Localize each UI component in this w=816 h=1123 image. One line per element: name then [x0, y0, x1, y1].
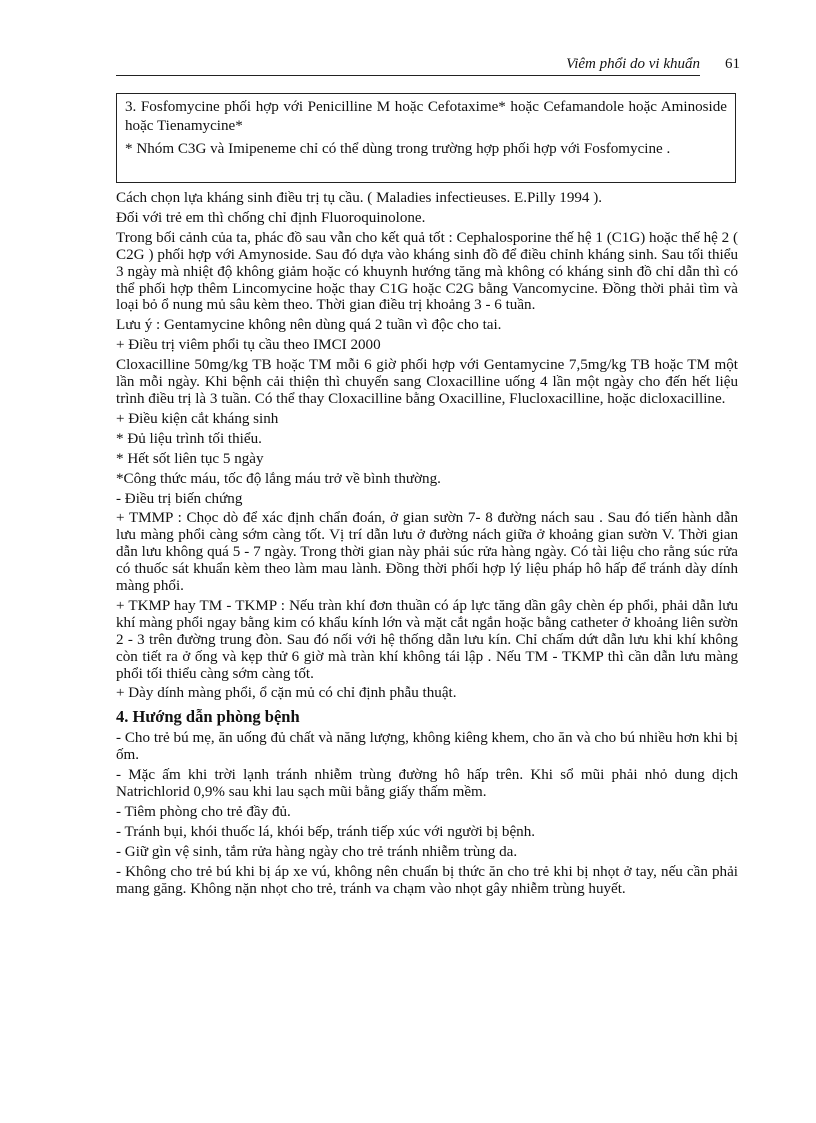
paragraph: + TKMP hay TM - TKMP : Nếu tràn khí đơn thuần có áp lực tăng dần gây chèn ép phổi, phải dẫn lưu khí màng phổi ngay bằng kim có khẩu kính lớn và mặt cắt ngắn hoặc bằng catheter ở khoảng liên sườn 2 - 3 trên đường trung đòn. Sau đó nối với hệ thống dẫn lưu kín. Chỉ chấm dứt dẫn lưu khi khí không còn tiết ra ở ống và kẹp thử 6 giờ mà tràn khí không tái lập . Nếu TM - TKMP thì cần dẫn lưu màng phổi tối thiểu càng sớm càng tốt. — [116, 597, 738, 682]
paragraph: *Công thức máu, tốc độ lắng máu trở về bình thường. — [116, 470, 441, 487]
paragraph: * Hết sốt liên tục 5 ngày — [116, 450, 264, 467]
box-line: 3. Fosfomycine phối hợp với Penicilline M hoặc Cefotaxime* hoặc Cefamandole hoặc Aminoside hoặc Tienamycine* — [125, 99, 727, 134]
prevention-item: - Tránh bụi, khói thuốc lá, khói bếp, tránh tiếp xúc với người bị bệnh. — [116, 823, 536, 840]
antibiotic-note-box — [116, 93, 736, 183]
paragraph: + Điều kiện cắt kháng sinh — [116, 410, 279, 427]
prevention-item: - Cho trẻ bú mẹ, ăn uống đủ chất và năng lượng, không kiêng khem, cho ăn và cho bú nhiều hơn khi bị ốm. — [116, 730, 738, 764]
paragraph: - Điều trị biến chứng — [116, 490, 243, 507]
paragraph: Cách chọn lựa kháng sinh điều trị tụ cầu. ( Maladies infectieuses. E.Pilly 1994 ). — [116, 190, 603, 206]
page-number: 61 — [725, 56, 740, 72]
paragraph: Trong bối cảnh của ta, phác đồ sau vẫn cho kết quả tốt : Cephalosporine thế hệ 1 (C1G) hoặc thế hệ 2 ( C2G ) phối hợp với Amynoside. Sau đó dựa vào kháng sinh đồ để điều chỉnh kháng sinh. Sau tối thiểu 3 ngày mà nhiệt độ không giảm hoặc có khuynh hướng tăng mà không có kháng sinh đồ chỉ dẫn thì có thể phối hợp thêm Lincomycine hoặc thay C1G hoặc C2G bằng Vancomycine. Đồng thời phải tìm và loại bỏ ổ nung mủ sâu kèm theo. Thời gian điều trị khoảng 3 - 6 tuần. — [116, 229, 738, 314]
paragraph: + Dày dính màng phổi, ổ cặn mủ có chỉ định phẫu thuật. — [116, 685, 457, 702]
section-heading: 4. Hướng dẫn phòng bệnh — [116, 707, 300, 727]
paragraph: Cloxacilline 50mg/kg TB hoặc TM mỗi 6 giờ phối hợp với Gentamycine 7,5mg/kg TB hoặc TM một lần mỗi ngày. Khi bệnh cải thiện thì chuyển sang Cloxacilline uống 4 lần một ngày cho đến hết liệu trình điều trị là 3 tuần. Có thể thay Cloxacilline bằng Oxacilline, Flucloxacilline, hoặc dicloxacilline. — [116, 357, 738, 407]
running-title: Viêm phổi do vi khuẩn — [566, 56, 700, 72]
prevention-item: - Không cho trẻ bú khi bị áp xe vú, không nên chuẩn bị thức ăn cho trẻ khi bị nhọt ở tay, nếu cần phải mang găng. Không nặn nhọt cho trẻ, tránh va chạm vào nhọt gây nhiễm trùng huyết. — [116, 863, 738, 897]
body-text — [116, 190, 738, 901]
page-header — [116, 56, 740, 76]
paragraph: + TMMP : Chọc dò để xác định chẩn đoán, ở gian sườn 7- 8 đường nách sau . Sau đó tiến hành dẫn lưu màng phổi càng sớm càng tốt. Vị trí dẫn lưu ở đường nách giữa ở khoảng gian sườn V. Thời gian dẫn lưu không quá 5 - 7 ngày. Trong thời gian này phải súc rửa hàng ngày. Có tài liệu cho rằng súc rửa có thuốc sát khuẩn kèm theo làm mau lành. Đồng thời phối hợp lý liệu pháp hô hấp để tránh dày dính màng phổi. — [116, 510, 738, 595]
paragraph: Đối với trẻ em thì chống chỉ định Fluoroquinolone. — [116, 209, 426, 226]
paragraph: Lưu ý : Gentamycine không nên dùng quá 2 tuần vì độc cho tai. — [116, 317, 502, 334]
prevention-item: - Tiêm phòng cho trẻ đầy đủ. — [116, 804, 291, 820]
box-line: * Nhóm C3G và Imipeneme chỉ có thể dùng trong trường hợp phối hợp với Fosfomycine . — [125, 141, 671, 157]
header-rule — [116, 75, 700, 76]
paragraph: + Điều trị viêm phổi tụ cầu theo IMCI 2000 — [116, 337, 381, 354]
prevention-item: - Giữ gìn vệ sinh, tắm rửa hàng ngày cho trẻ tránh nhiễm trùng da. — [116, 843, 518, 860]
paragraph: * Đủ liệu trình tối thiểu. — [116, 430, 262, 447]
prevention-item: - Mặc ấm khi trời lạnh tránh nhiễm trùng đường hô hấp trên. Khi sổ mũi phải nhỏ dung dịch Natrichlorid 0,9% sau khi lau sạch mũi bằng giấy thấm mềm. — [116, 767, 738, 801]
